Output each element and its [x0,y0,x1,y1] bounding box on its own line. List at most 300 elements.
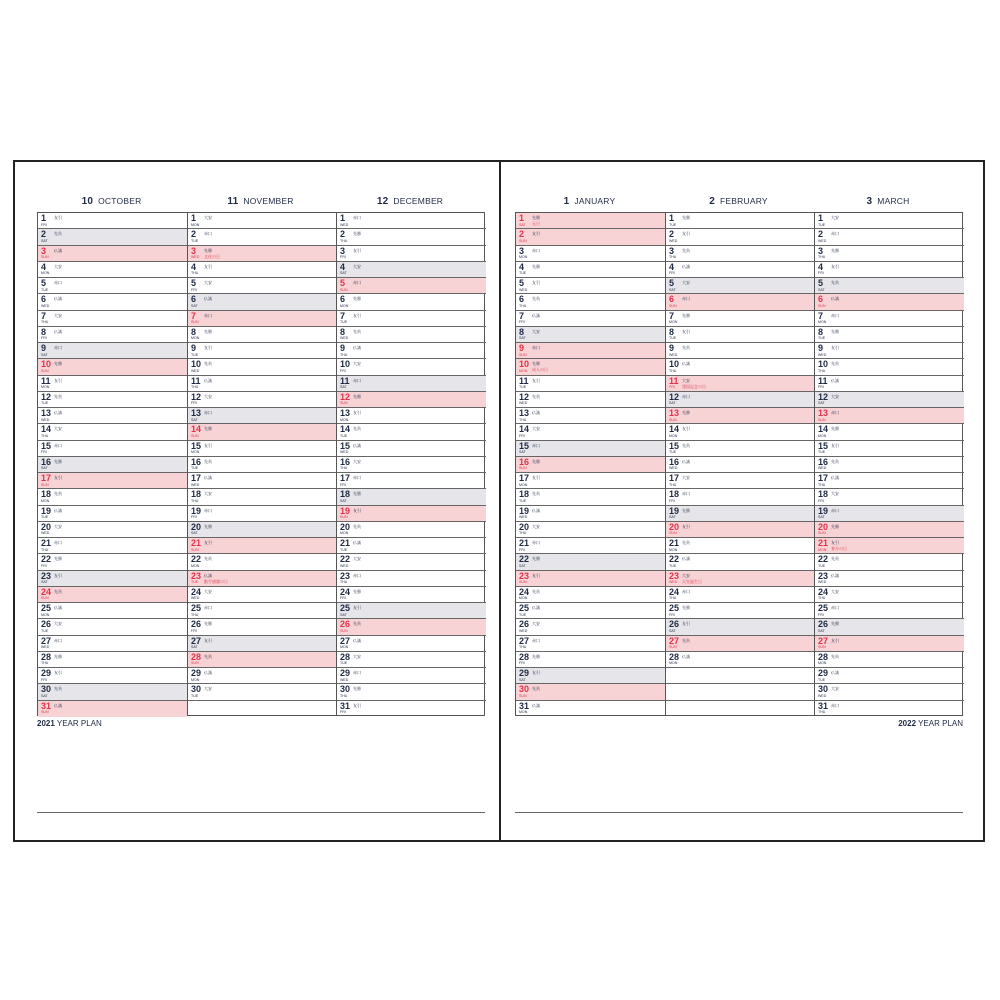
day-cell[interactable] [516,424,665,440]
day-number: 20 [340,521,351,532]
rokuyo-label: 先勝 [54,653,62,659]
day-cell[interactable] [188,327,336,343]
day-cell[interactable] [815,636,964,652]
day-cell[interactable] [666,619,814,635]
day-cell[interactable] [38,327,187,343]
weekday-label: FRI [669,271,675,276]
day-cell[interactable] [337,343,486,359]
rokuyo-label: 大安 [682,475,690,481]
day-number: 6 [41,294,47,305]
day-number: 8 [340,326,346,337]
day-cell[interactable] [516,587,665,603]
weekday-label: WED [519,287,528,292]
day-cell[interactable] [188,408,336,424]
day-cell[interactable] [815,619,964,635]
day-cell[interactable] [516,538,665,554]
day-cell[interactable] [337,652,486,668]
day-cell[interactable] [516,294,665,310]
day-cell[interactable] [666,587,814,603]
day-cell[interactable] [188,668,336,684]
weekday-label: THU [519,417,527,422]
day-cell[interactable] [815,408,964,424]
rokuyo-label: 仏滅 [831,296,839,302]
weekday-label: MON [191,450,200,455]
weekday-label: MON [340,417,349,422]
weekday-label: SUN [41,368,49,373]
rokuyo-label: 先負 [54,491,62,497]
day-cell[interactable] [516,278,665,294]
day-cell[interactable] [337,213,486,229]
day-number: 23 [191,570,202,581]
day-cell[interactable] [337,538,486,554]
day-number: 19 [340,505,351,516]
weekday-label: MON [818,547,827,552]
rokuyo-label: 先負 [54,686,62,692]
day-number: 28 [191,651,202,662]
day-cell[interactable] [188,636,336,652]
day-cell[interactable] [38,408,187,424]
rokuyo-label: 赤口 [532,247,540,253]
rokuyo-label: 先負 [353,328,361,334]
day-cell[interactable] [666,636,814,652]
day-cell[interactable] [815,213,964,229]
day-number: 1 [818,213,824,223]
day-number: 25 [818,603,829,614]
day-cell[interactable] [815,311,964,327]
day-number: 31 [41,700,52,711]
rokuyo-label: 大安 [204,588,212,594]
day-cell[interactable] [188,522,336,538]
day-cell[interactable] [38,376,187,392]
day-cell[interactable] [337,668,486,684]
weekday-label: MON [191,222,200,227]
month-column [187,213,336,715]
day-cell[interactable] [516,684,665,700]
day-cell[interactable] [666,213,814,229]
weekday-label: TUE [669,336,677,341]
rokuyo-label: 大安 [532,426,540,432]
weekday-label: TUE [818,677,826,682]
day-cell[interactable] [38,262,187,278]
rokuyo-label: 先勝 [54,361,62,367]
day-cell[interactable] [815,246,964,262]
day-number: 12 [340,391,351,402]
day-cell[interactable] [188,246,336,262]
weekday-label: SAT [519,563,526,568]
day-number: 4 [519,261,525,272]
day-cell[interactable] [815,294,964,310]
day-cell[interactable] [38,538,187,554]
weekday-label: SAT [669,287,676,292]
weekday-label: WED [669,580,678,585]
day-cell[interactable] [337,489,486,505]
day-cell[interactable] [516,343,665,359]
day-cell[interactable] [815,538,964,554]
weekday-label: SAT [191,417,198,422]
day-cell[interactable] [815,684,964,700]
day-cell[interactable] [666,424,814,440]
right-month-headers [515,196,963,208]
rokuyo-label: 先負 [532,588,540,594]
day-cell[interactable] [516,652,665,668]
day-cell[interactable] [516,571,665,587]
day-number: 5 [340,278,346,289]
day-cell[interactable] [188,278,336,294]
day-number: 11 [340,375,350,386]
weekday-label: WED [519,401,528,406]
day-cell[interactable] [666,538,814,554]
rokuyo-label: 大安 [353,458,361,464]
day-cell[interactable] [38,392,187,408]
day-cell[interactable] [516,441,665,457]
day-cell[interactable] [516,636,665,652]
rokuyo-label: 大安 [204,491,212,497]
day-cell[interactable] [337,603,486,619]
weekday-label: SUN [41,482,49,487]
rokuyo-label: 大安 [831,393,839,399]
day-cell[interactable] [38,668,187,684]
day-cell[interactable] [188,554,336,570]
day-cell[interactable] [337,587,486,603]
weekday-label: THU [191,271,199,276]
weekday-label: MON [519,255,528,260]
day-cell[interactable] [815,587,964,603]
day-cell[interactable] [337,473,486,489]
day-cell[interactable] [188,473,336,489]
day-cell[interactable] [666,522,814,538]
day-cell[interactable] [188,489,336,505]
weekday-label: MON [191,336,200,341]
day-number: 3 [340,245,346,256]
day-cell[interactable] [815,262,964,278]
day-number: 8 [669,326,675,337]
day-cell[interactable] [815,506,964,522]
day-cell[interactable] [666,262,814,278]
day-cell[interactable] [188,262,336,278]
day-cell[interactable] [38,359,187,375]
day-cell[interactable] [337,636,486,652]
day-cell[interactable] [38,294,187,310]
day-cell[interactable] [516,473,665,489]
day-number: 30 [41,684,52,695]
rokuyo-label: 大安 [353,361,361,367]
day-number: 15 [191,440,202,451]
day-number: 21 [818,538,829,549]
day-cell[interactable] [815,229,964,245]
day-cell[interactable] [666,554,814,570]
weekday-label: THU [191,385,199,390]
rokuyo-label: 先勝 [831,621,839,627]
weekday-label: FRI [340,255,346,260]
day-cell[interactable] [337,522,486,538]
day-cell[interactable] [666,392,814,408]
day-cell[interactable] [188,538,336,554]
day-cell[interactable] [666,294,814,310]
day-cell[interactable] [815,376,964,392]
day-cell[interactable] [337,571,486,587]
day-cell[interactable] [815,554,964,570]
day-cell[interactable] [516,229,665,245]
weekday-label: WED [340,677,349,682]
day-cell[interactable] [815,457,964,473]
day-cell[interactable] [516,327,665,343]
rokuyo-label: 友引 [353,410,361,416]
weekday-label: THU [818,368,826,373]
day-number: 30 [519,684,530,695]
day-cell[interactable] [38,554,187,570]
day-cell[interactable] [38,213,187,229]
day-number: 14 [669,424,680,435]
day-number: 18 [41,489,52,500]
day-cell[interactable] [38,684,187,700]
day-cell[interactable] [337,278,486,294]
weekday-label: SUN [41,596,49,601]
day-number: 16 [340,456,351,467]
rokuyo-label: 赤口 [831,702,839,708]
day-cell[interactable] [815,571,964,587]
day-cell[interactable] [188,294,336,310]
rokuyo-label: 先負 [353,523,361,529]
rokuyo-label: 大安 [204,686,212,692]
day-cell[interactable] [38,522,187,538]
day-cell[interactable] [516,701,665,717]
rokuyo-label: 先負 [682,540,690,546]
day-cell[interactable] [516,213,665,229]
day-cell[interactable] [337,554,486,570]
day-cell[interactable] [188,311,336,327]
day-cell[interactable] [666,246,814,262]
rokuyo-label: 先負 [831,458,839,464]
day-cell[interactable] [815,343,964,359]
day-cell[interactable] [666,311,814,327]
day-cell[interactable] [188,619,336,635]
day-cell[interactable] [38,473,187,489]
day-cell[interactable] [815,278,964,294]
day-number: 26 [191,619,202,630]
day-number: 28 [669,651,680,662]
rokuyo-label: 大安 [353,263,361,269]
day-cell[interactable] [666,457,814,473]
day-cell[interactable] [38,246,187,262]
day-cell[interactable] [815,652,964,668]
weekday-label: SAT [340,612,347,617]
day-cell[interactable] [38,506,187,522]
day-number: 13 [41,408,52,419]
day-number: 1 [519,213,525,223]
day-cell[interactable] [337,392,486,408]
day-cell[interactable] [38,424,187,440]
day-cell[interactable] [337,506,486,522]
day-cell[interactable] [666,278,814,294]
day-cell[interactable] [188,213,336,229]
day-cell[interactable] [188,441,336,457]
weekday-label: FRI [191,287,197,292]
day-cell[interactable] [815,473,964,489]
weekday-label: TUE [818,450,826,455]
day-cell[interactable] [666,652,814,668]
day-cell[interactable] [666,473,814,489]
day-cell[interactable] [666,408,814,424]
day-cell[interactable] [815,522,964,538]
day-cell[interactable] [38,229,187,245]
day-cell[interactable] [516,408,665,424]
day-number: 11 [669,375,679,386]
rokuyo-label: 仏滅 [532,507,540,513]
day-number: 5 [519,278,525,289]
day-cell[interactable] [337,408,486,424]
day-cell[interactable] [337,457,486,473]
day-cell[interactable] [188,603,336,619]
rokuyo-label: 大安 [353,653,361,659]
day-cell[interactable] [188,506,336,522]
day-cell[interactable] [516,359,665,375]
weekday-label: SUN [191,320,199,325]
day-cell[interactable] [188,571,336,587]
rokuyo-label: 仏滅 [204,670,212,676]
day-cell[interactable] [666,441,814,457]
day-cell[interactable] [337,424,486,440]
day-cell[interactable] [815,489,964,505]
day-cell[interactable] [516,603,665,619]
day-cell[interactable] [188,587,336,603]
day-cell[interactable] [337,229,486,245]
day-cell[interactable] [188,229,336,245]
weekday-label: MON [669,320,678,325]
weekday-label: WED [669,466,678,471]
day-cell[interactable] [666,359,814,375]
day-cell[interactable] [516,311,665,327]
rokuyo-label: 仏滅 [682,361,690,367]
rokuyo-label: 仏滅 [682,263,690,269]
day-cell[interactable] [337,246,486,262]
day-cell[interactable] [815,359,964,375]
day-number: 7 [818,310,824,321]
day-cell[interactable] [337,359,486,375]
day-number: 11 [519,375,529,386]
day-cell[interactable] [337,294,486,310]
rokuyo-label: 友引 [54,670,62,676]
rokuyo-label: 友引 [682,523,690,529]
day-cell[interactable] [666,343,814,359]
day-cell[interactable] [38,278,187,294]
day-cell[interactable] [38,441,187,457]
day-cell[interactable] [516,246,665,262]
day-cell[interactable] [516,489,665,505]
day-cell[interactable] [666,571,814,587]
day-number: 28 [41,651,52,662]
weekday-label: MON [41,612,50,617]
day-cell[interactable] [666,603,814,619]
left-bottom-rule [37,812,485,813]
day-cell[interactable] [188,457,336,473]
day-number: 19 [818,505,829,516]
weekday-label: TUE [41,287,49,292]
day-cell[interactable] [337,619,486,635]
weekday-label: WED [191,368,200,373]
weekday-label: FRI [519,433,525,438]
day-cell[interactable] [815,392,964,408]
day-cell[interactable] [38,587,187,603]
day-cell[interactable] [516,668,665,684]
rokuyo-label: 赤口 [532,637,540,643]
day-cell[interactable] [815,701,964,717]
day-cell [666,684,814,700]
day-cell[interactable] [516,457,665,473]
day-cell[interactable] [337,376,486,392]
day-cell[interactable] [516,262,665,278]
rokuyo-label: 友引 [532,475,540,481]
day-cell[interactable] [516,554,665,570]
day-cell[interactable] [516,506,665,522]
day-cell[interactable] [815,424,964,440]
day-cell[interactable] [815,441,964,457]
weekday-label: THU [191,498,199,503]
day-cell[interactable] [38,603,187,619]
day-cell[interactable] [337,684,486,700]
day-cell[interactable] [188,359,336,375]
day-cell[interactable] [38,652,187,668]
day-cell[interactable] [666,506,814,522]
weekday-label: SUN [818,417,826,422]
day-number: 10 [519,359,530,370]
weekday-label: SAT [340,498,347,503]
day-cell[interactable] [38,457,187,473]
day-cell[interactable] [188,652,336,668]
day-cell[interactable] [38,311,187,327]
day-cell[interactable] [188,684,336,700]
day-cell[interactable] [337,327,486,343]
day-cell[interactable] [337,262,486,278]
day-cell[interactable] [666,376,814,392]
day-cell[interactable] [188,424,336,440]
day-cell[interactable] [38,701,187,717]
day-cell[interactable] [38,489,187,505]
day-cell[interactable] [337,311,486,327]
day-cell[interactable] [666,229,814,245]
day-cell[interactable] [188,376,336,392]
weekday-label: THU [340,352,348,357]
day-cell[interactable] [815,327,964,343]
day-cell[interactable] [337,701,486,717]
day-cell[interactable] [666,489,814,505]
day-cell[interactable] [38,343,187,359]
weekday-label: SUN [818,303,826,308]
day-cell[interactable] [38,636,187,652]
weekday-label: SAT [818,515,825,520]
day-cell[interactable] [516,392,665,408]
day-cell[interactable] [188,392,336,408]
weekday-label: FRI [340,368,346,373]
day-cell[interactable] [666,327,814,343]
day-cell[interactable] [815,668,964,684]
day-cell[interactable] [188,343,336,359]
month-header: 2 FEBRUARY [709,196,768,207]
day-cell[interactable] [337,441,486,457]
day-cell[interactable] [516,376,665,392]
day-cell[interactable] [516,619,665,635]
day-number: 13 [669,408,680,419]
day-cell[interactable] [516,522,665,538]
rokuyo-label: 仏滅 [353,637,361,643]
holiday-name: 春分の日 [831,546,847,552]
day-cell[interactable] [815,603,964,619]
day-cell[interactable] [38,571,187,587]
rokuyo-label: 仏滅 [204,296,212,302]
day-number: 21 [669,538,680,549]
day-cell[interactable] [38,619,187,635]
rokuyo-label: 仏滅 [682,458,690,464]
weekday-label: FRI [340,482,346,487]
